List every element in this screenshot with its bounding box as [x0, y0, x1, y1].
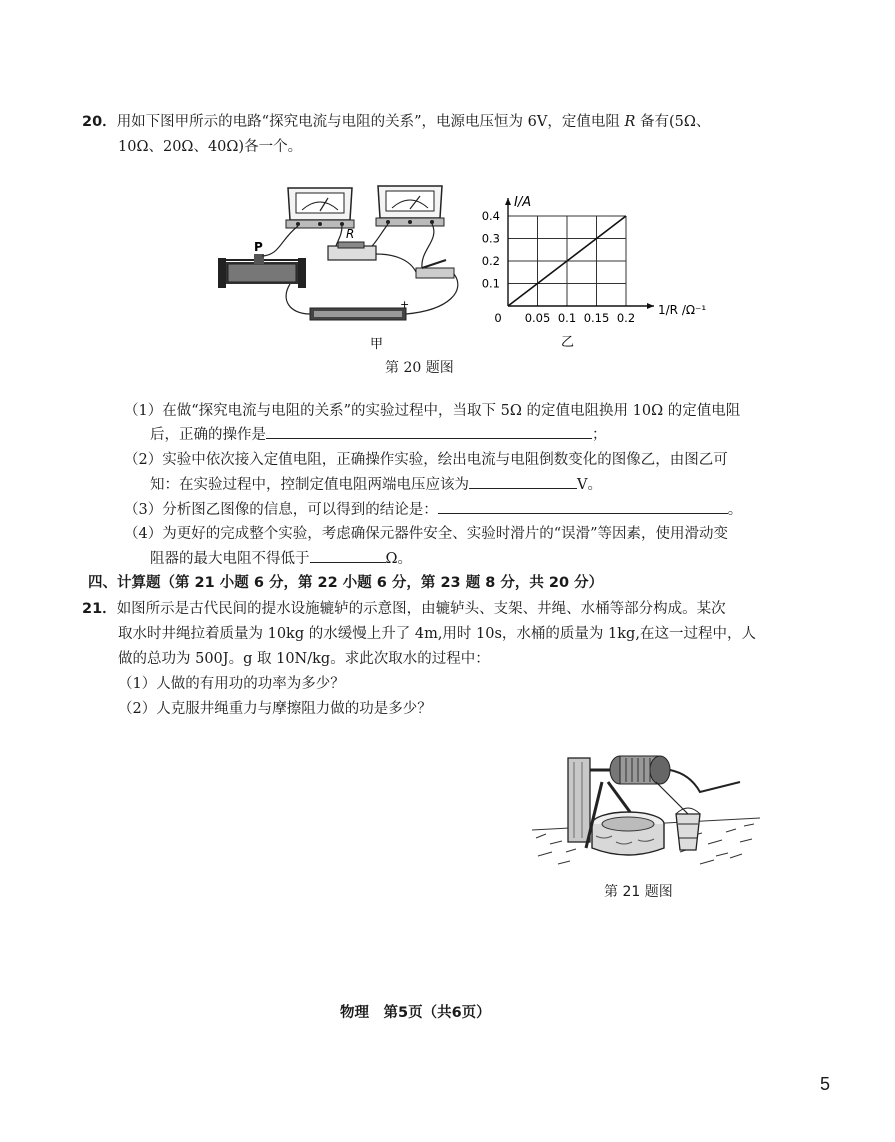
- circuit-figure-jia: [210, 180, 470, 355]
- q20-line1: [82, 112, 710, 132]
- x-tick-label: 0: [494, 311, 502, 325]
- x-axis-arrow: [647, 303, 654, 309]
- slider-p-label: P: [254, 240, 263, 254]
- resistor-label: R: [346, 227, 355, 241]
- q20-sub1-end: ；: [592, 427, 607, 443]
- graph-y-axis-label: I/A: [514, 195, 532, 210]
- bucket: [676, 808, 700, 850]
- x-tick-label: 0.05: [524, 311, 551, 325]
- q20-sub1-answer-blank[interactable]: [266, 424, 592, 439]
- figure-yi-label: 乙: [561, 335, 575, 350]
- q20-sub2-text: 知：在实验过程中，控制定值电阻两端电压应该为: [150, 477, 469, 493]
- x-tick-label: 0.2: [616, 311, 636, 325]
- q21-line3: 做的总功为 500J。g 取 10N/kg。求此次取水的过程中：: [118, 651, 490, 667]
- q20-sub4-answer-blank[interactable]: [310, 548, 386, 563]
- graph-yi: [470, 188, 707, 358]
- well-windlass-figure: [530, 752, 762, 874]
- q21-line1-text: 如图所示是古代民间的提水设施辘轳的示意图，由辘轳头、支架、井绳、水桶等部分构成。某次: [116, 601, 726, 617]
- y-axis-arrow: [505, 198, 511, 205]
- well: [592, 812, 664, 855]
- battery: [310, 298, 409, 320]
- x-tick-label: 0.1: [557, 311, 577, 325]
- q20-sub2-line1: （2）实验中依次接入定值电阻，正确操作实验，绘出电流与电阻倒数变化的图像乙，由图乙可: [124, 452, 728, 468]
- q20-sub3-text: （3）分析图乙图像的信息，可以得到的结论是：: [124, 502, 438, 518]
- q20-stem-part2: 备有(5Ω、: [635, 114, 711, 130]
- q20-sub4-line1: （4）为更好的完成整个实验，考虑确保元器件安全、实验时滑片的“误滑”等因素，使用滑动变: [124, 526, 729, 542]
- q21-sub2: （2）人克服井绳重力与摩擦阻力做的功是多少？: [118, 701, 432, 717]
- q20-sub1-text: 后，正确的操作是: [150, 427, 266, 443]
- q21-line1: [82, 599, 726, 619]
- battery-plus-label: +: [400, 298, 410, 311]
- q20-stem-var: R: [624, 114, 636, 130]
- figure-20-caption: 第 20 题图: [385, 360, 454, 376]
- figure-21-caption: 第 21 题图: [604, 884, 673, 900]
- y-tick-label: 0.1: [481, 276, 500, 291]
- figure-jia-label: 甲: [370, 337, 384, 352]
- page-footer: 物理 第5页（共6页）: [340, 1005, 491, 1021]
- q20-number: 20．: [82, 114, 117, 130]
- meter-left: [286, 188, 354, 228]
- resistor-r: [328, 227, 376, 260]
- q20-sub2-answer-blank[interactable]: [469, 474, 577, 489]
- q20-sub4-end: Ω。: [385, 551, 413, 567]
- q21-sub1: （1）人做的有用功的功率为多少？: [118, 676, 345, 692]
- q20-sub3-end: 。: [727, 502, 743, 518]
- q20-sub2-end: V。: [577, 477, 602, 493]
- q20-sub1-line1: （1）在做“探究电流与电阻的关系”的实验过程中，当取下 5Ω 的定值电阻换用 10Ω 的定值电阻: [124, 403, 741, 419]
- q21-number: 21．: [82, 601, 117, 617]
- q20-sub4-line2: [150, 548, 412, 569]
- q20-sub3-answer-blank[interactable]: [438, 499, 728, 514]
- page-number: 5: [820, 1074, 831, 1094]
- q20-stem-part1: 用如下图甲所示的电路“探究电流与电阻的关系”，电源电压恒为 6V，定值电阻: [116, 114, 625, 130]
- support-post: [568, 758, 590, 842]
- rheostat: [218, 240, 306, 288]
- y-tick-label: 0.3: [481, 231, 500, 246]
- section-4-heading: 四、计算题（第 21 小题 6 分，第 22 小题 6 分，第 23 题 8 分，共 20 分）: [88, 575, 604, 591]
- q20-sub3: [124, 499, 742, 520]
- graph-x-axis-label: 1/R /Ω⁻¹: [658, 303, 707, 317]
- graph-axes: [505, 198, 654, 309]
- q21-line2: 取水时井绳拉着质量为 10kg 的水缓慢上升了 4m,用时 10s，水桶的质量为 1kg,在这一过程中，人: [118, 626, 756, 642]
- q20-sub2-line2: [150, 474, 602, 495]
- q20-line2: 10Ω、20Ω、40Ω)各一个。: [118, 139, 303, 155]
- y-tick-label: 0.4: [481, 209, 500, 223]
- q20-sub4-text: 阻器的最大电阻不得低于: [150, 551, 310, 567]
- meter-right: [376, 186, 444, 226]
- y-tick-label: 0.2: [481, 254, 500, 268]
- q20-sub1-line2: [150, 424, 607, 445]
- x-tick-label: 0.15: [583, 311, 610, 325]
